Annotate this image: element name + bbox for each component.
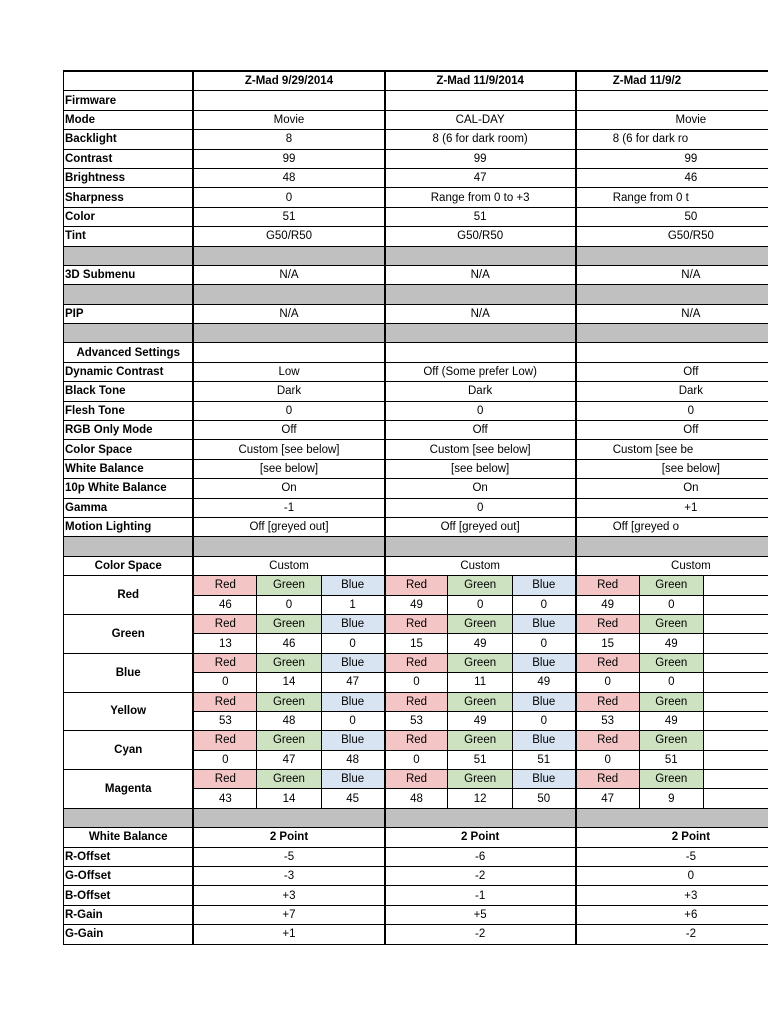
channel-label-blue: Blue [512, 692, 575, 711]
value-col2: Dark [385, 382, 576, 401]
setting-label: Sharpness [64, 188, 194, 207]
channel-label-red: Red [193, 770, 256, 789]
white-balance-row [64, 905, 768, 924]
value-col3: N/A [576, 304, 768, 323]
section-title-row [64, 556, 768, 575]
channel-value-red: 0 [385, 750, 448, 769]
channel-label-blue: Blue [321, 692, 384, 711]
value-col3: Movie [576, 110, 768, 129]
channel-value-green: 49 [639, 711, 703, 730]
channel-label-green: Green [639, 731, 703, 750]
separator-row [64, 537, 768, 556]
value-col1: -5 [193, 847, 384, 866]
separator-col3 [576, 324, 768, 343]
setting-row [64, 362, 768, 381]
value-col3: N/A [576, 265, 768, 284]
separator-col2 [385, 537, 576, 556]
separator-col2 [385, 246, 576, 265]
value-col2: CAL-DAY [385, 110, 576, 129]
setting-label: R-Gain [64, 905, 194, 924]
value-col2: 0 [385, 401, 576, 420]
value-col3: Custom [576, 556, 768, 575]
channel-label-red: Red [193, 692, 256, 711]
value-col2: Custom [385, 556, 576, 575]
channel-label-blue: Blue [321, 576, 384, 595]
value-col3: -2 [576, 925, 768, 944]
setting-label: Motion Lighting [64, 517, 194, 536]
settings-spreadsheet [63, 70, 768, 945]
setting-label: Brightness [64, 168, 194, 187]
column-header-2: Z-Mad 11/9/2014 [385, 71, 576, 91]
setting-label: G-Gain [64, 925, 194, 944]
value-col3 [576, 343, 768, 362]
color-space-label-row [64, 731, 768, 750]
value-col2: N/A [385, 265, 576, 284]
channel-value-blue: 47 [321, 673, 384, 692]
setting-label: PIP [64, 304, 194, 323]
channel-label-red: Red [193, 731, 256, 750]
value-col2: 0 [385, 498, 576, 517]
setting-row [64, 130, 768, 149]
channel-label-green: Green [257, 576, 321, 595]
value-col3: On [576, 479, 768, 498]
setting-label: Gamma [64, 498, 194, 517]
channel-value-green: 9 [639, 789, 703, 808]
channel-value-red: 15 [385, 634, 448, 653]
color-name: Cyan [64, 731, 194, 770]
channel-value-red: 0 [576, 750, 639, 769]
color-name: Blue [64, 653, 194, 692]
color-space-label-row [64, 653, 768, 672]
separator-col1 [193, 324, 384, 343]
section-title: Color Space [64, 556, 194, 575]
channel-label-green: Green [257, 770, 321, 789]
setting-label: RGB Only Mode [64, 421, 194, 440]
value-col3: 2 Point [576, 828, 768, 847]
channel-value-blue: 0 [321, 711, 384, 730]
blank-cell [704, 711, 768, 730]
blank-cell [704, 614, 768, 633]
channel-value-red: 0 [193, 673, 256, 692]
channel-label-green: Green [639, 576, 703, 595]
channel-value-green: 49 [448, 711, 512, 730]
channel-value-red: 13 [193, 634, 256, 653]
channel-value-blue: 0 [321, 634, 384, 653]
value-col3: +6 [576, 905, 768, 924]
channel-value-red: 49 [385, 595, 448, 614]
value-col1: 2 Point [193, 828, 384, 847]
channel-label-blue: Blue [321, 614, 384, 633]
setting-label: Mode [64, 110, 194, 129]
channel-label-green: Green [448, 614, 512, 633]
separator-label [64, 808, 194, 827]
channel-label-red: Red [385, 614, 448, 633]
channel-label-red: Red [576, 653, 639, 672]
blank-cell [704, 770, 768, 789]
value-col1: +7 [193, 905, 384, 924]
separator-row [64, 285, 768, 304]
channel-value-red: 43 [193, 789, 256, 808]
section-title-row [64, 828, 768, 847]
value-col3: -5 [576, 847, 768, 866]
blank-cell [704, 576, 768, 595]
value-col1: Custom [193, 556, 384, 575]
value-col1: Movie [193, 110, 384, 129]
section-title-row [64, 343, 768, 362]
channel-label-green: Green [639, 770, 703, 789]
channel-value-green: 47 [257, 750, 321, 769]
separator-label [64, 285, 194, 304]
channel-value-green: 11 [448, 673, 512, 692]
value-col3 [576, 91, 768, 110]
channel-label-red: Red [193, 653, 256, 672]
blank-cell [704, 750, 768, 769]
blank-cell [704, 692, 768, 711]
channel-label-blue: Blue [512, 576, 575, 595]
value-col2 [385, 91, 576, 110]
value-col1: N/A [193, 304, 384, 323]
setting-label: Backlight [64, 130, 194, 149]
channel-label-green: Green [639, 653, 703, 672]
value-col2: Range from 0 to +3 [385, 188, 576, 207]
value-col3: Dark [576, 382, 768, 401]
value-col3: Off [576, 362, 768, 381]
channel-label-blue: Blue [321, 653, 384, 672]
setting-label: Dynamic Contrast [64, 362, 194, 381]
value-col2: G50/R50 [385, 227, 576, 246]
setting-row [64, 517, 768, 536]
setting-label: Color [64, 207, 194, 226]
channel-value-red: 47 [576, 789, 639, 808]
channel-value-blue: 0 [512, 595, 575, 614]
channel-value-green: 51 [448, 750, 512, 769]
value-col2: -1 [385, 886, 576, 905]
value-col1: -1 [193, 498, 384, 517]
white-balance-row [64, 925, 768, 944]
separator-col1 [193, 808, 384, 827]
section-title: Advanced Settings [64, 343, 194, 362]
value-col2: -2 [385, 867, 576, 886]
setting-label: B-Offset [64, 886, 194, 905]
channel-label-blue: Blue [321, 770, 384, 789]
value-col1: G50/R50 [193, 227, 384, 246]
channel-value-red: 48 [385, 789, 448, 808]
channel-label-red: Red [576, 692, 639, 711]
setting-label: Black Tone [64, 382, 194, 401]
setting-row [64, 498, 768, 517]
channel-value-green: 0 [639, 673, 703, 692]
value-col1: [see below] [193, 459, 384, 478]
channel-value-red: 46 [193, 595, 256, 614]
white-balance-row [64, 867, 768, 886]
channel-value-blue: 50 [512, 789, 575, 808]
channel-label-red: Red [576, 576, 639, 595]
channel-value-red: 53 [576, 711, 639, 730]
channel-value-green: 0 [639, 595, 703, 614]
separator-label [64, 537, 194, 556]
setting-label: G-Offset [64, 867, 194, 886]
value-col3: Range from 0 t [576, 188, 768, 207]
setting-row [64, 110, 768, 129]
blank-cell [704, 595, 768, 614]
value-col3: 99 [576, 149, 768, 168]
channel-label-blue: Blue [512, 614, 575, 633]
channel-label-green: Green [639, 692, 703, 711]
separator-label [64, 246, 194, 265]
channel-value-red: 53 [385, 711, 448, 730]
value-col2: 99 [385, 149, 576, 168]
value-col3: +1 [576, 498, 768, 517]
setting-label: Contrast [64, 149, 194, 168]
setting-label: White Balance [64, 459, 194, 478]
separator-col2 [385, 324, 576, 343]
setting-row [64, 188, 768, 207]
value-col3: Custom [see be [576, 440, 768, 459]
separator-col1 [193, 537, 384, 556]
value-col2: Off [greyed out] [385, 517, 576, 536]
value-col2: Custom [see below] [385, 440, 576, 459]
separator-col1 [193, 246, 384, 265]
header-row [64, 71, 768, 91]
channel-label-green: Green [257, 692, 321, 711]
channel-label-red: Red [576, 614, 639, 633]
value-col2: Off [385, 421, 576, 440]
channel-value-green: 49 [448, 634, 512, 653]
setting-row [64, 382, 768, 401]
setting-label: 3D Submenu [64, 265, 194, 284]
value-col1: N/A [193, 265, 384, 284]
channel-label-red: Red [385, 576, 448, 595]
channel-value-red: 53 [193, 711, 256, 730]
value-col3: Off [greyed o [576, 517, 768, 536]
setting-row [64, 479, 768, 498]
separator-row [64, 324, 768, 343]
channel-value-green: 46 [257, 634, 321, 653]
value-col2: 8 (6 for dark room) [385, 130, 576, 149]
channel-label-green: Green [448, 692, 512, 711]
channel-label-green: Green [448, 576, 512, 595]
channel-value-green: 51 [639, 750, 703, 769]
blank-cell [704, 634, 768, 653]
color-name: Yellow [64, 692, 194, 731]
setting-row [64, 168, 768, 187]
white-balance-row [64, 847, 768, 866]
value-col2: -2 [385, 925, 576, 944]
setting-row [64, 440, 768, 459]
color-space-label-row [64, 770, 768, 789]
setting-label: 10p White Balance [64, 479, 194, 498]
value-col1: Custom [see below] [193, 440, 384, 459]
value-col1: 8 [193, 130, 384, 149]
channel-label-green: Green [639, 614, 703, 633]
value-col2: [see below] [385, 459, 576, 478]
value-col3: 50 [576, 207, 768, 226]
setting-row [64, 265, 768, 284]
channel-value-green: 14 [257, 789, 321, 808]
blank-cell [704, 731, 768, 750]
value-col1: 0 [193, 401, 384, 420]
channel-label-green: Green [448, 653, 512, 672]
channel-value-red: 15 [576, 634, 639, 653]
setting-row [64, 459, 768, 478]
channel-label-red: Red [193, 576, 256, 595]
value-col2 [385, 343, 576, 362]
section-title: White Balance [64, 828, 194, 847]
blank-cell [704, 789, 768, 808]
value-col2: -6 [385, 847, 576, 866]
corner-cell [64, 71, 194, 91]
column-header-3: Z-Mad 11/9/2 [576, 71, 768, 91]
channel-label-green: Green [448, 770, 512, 789]
value-col1: +1 [193, 925, 384, 944]
value-col1: 0 [193, 188, 384, 207]
color-space-label-row [64, 692, 768, 711]
value-col1: Off [193, 421, 384, 440]
separator-col3 [576, 808, 768, 827]
channel-value-blue: 0 [512, 711, 575, 730]
channel-label-red: Red [385, 731, 448, 750]
setting-row [64, 304, 768, 323]
separator-row [64, 808, 768, 827]
channel-value-green: 48 [257, 711, 321, 730]
channel-value-green: 49 [639, 634, 703, 653]
channel-value-red: 0 [385, 673, 448, 692]
separator-label [64, 324, 194, 343]
color-space-label-row [64, 614, 768, 633]
setting-row [64, 421, 768, 440]
settings-table [63, 70, 768, 945]
value-col2: On [385, 479, 576, 498]
channel-value-green: 12 [448, 789, 512, 808]
channel-value-red: 0 [193, 750, 256, 769]
separator-col3 [576, 246, 768, 265]
setting-label: R-Offset [64, 847, 194, 866]
separator-row [64, 246, 768, 265]
value-col3: +3 [576, 886, 768, 905]
color-space-label-row [64, 576, 768, 595]
channel-label-blue: Blue [512, 731, 575, 750]
setting-label: Firmware [64, 91, 194, 110]
setting-label: Color Space [64, 440, 194, 459]
setting-row [64, 91, 768, 110]
value-col2: +5 [385, 905, 576, 924]
value-col2: 51 [385, 207, 576, 226]
channel-value-blue: 45 [321, 789, 384, 808]
separator-col3 [576, 285, 768, 304]
value-col2: 2 Point [385, 828, 576, 847]
column-header-1: Z-Mad 9/29/2014 [193, 71, 384, 91]
value-col3: G50/R50 [576, 227, 768, 246]
channel-label-green: Green [257, 653, 321, 672]
channel-label-red: Red [576, 770, 639, 789]
value-col1: Low [193, 362, 384, 381]
channel-label-blue: Blue [512, 653, 575, 672]
setting-row [64, 149, 768, 168]
separator-col2 [385, 285, 576, 304]
value-col3: [see below] [576, 459, 768, 478]
value-col3: 0 [576, 401, 768, 420]
value-col1: Dark [193, 382, 384, 401]
color-name: Magenta [64, 770, 194, 809]
value-col3: 46 [576, 168, 768, 187]
setting-row [64, 227, 768, 246]
channel-value-blue: 0 [512, 634, 575, 653]
separator-col3 [576, 537, 768, 556]
value-col1 [193, 91, 384, 110]
color-name: Green [64, 614, 194, 653]
setting-label: Flesh Tone [64, 401, 194, 420]
channel-label-green: Green [257, 614, 321, 633]
channel-value-green: 0 [257, 595, 321, 614]
channel-value-blue: 49 [512, 673, 575, 692]
value-col1: +3 [193, 886, 384, 905]
channel-label-red: Red [193, 614, 256, 633]
separator-col1 [193, 285, 384, 304]
channel-value-green: 14 [257, 673, 321, 692]
value-col1: On [193, 479, 384, 498]
blank-cell [704, 653, 768, 672]
channel-label-red: Red [385, 653, 448, 672]
value-col3: 0 [576, 867, 768, 886]
value-col3: 8 (6 for dark ro [576, 130, 768, 149]
value-col1 [193, 343, 384, 362]
value-col1: 48 [193, 168, 384, 187]
blank-cell [704, 673, 768, 692]
channel-label-blue: Blue [321, 731, 384, 750]
channel-label-red: Red [385, 692, 448, 711]
setting-row [64, 401, 768, 420]
channel-label-blue: Blue [512, 770, 575, 789]
color-name: Red [64, 576, 194, 615]
value-col1: 51 [193, 207, 384, 226]
value-col1: Off [greyed out] [193, 517, 384, 536]
channel-label-green: Green [257, 731, 321, 750]
white-balance-row [64, 886, 768, 905]
channel-label-red: Red [576, 731, 639, 750]
value-col1: 99 [193, 149, 384, 168]
channel-value-red: 49 [576, 595, 639, 614]
channel-value-green: 0 [448, 595, 512, 614]
setting-label: Tint [64, 227, 194, 246]
value-col2: N/A [385, 304, 576, 323]
channel-value-red: 0 [576, 673, 639, 692]
value-col1: -3 [193, 867, 384, 886]
channel-value-blue: 48 [321, 750, 384, 769]
value-col3: Off [576, 421, 768, 440]
channel-value-blue: 51 [512, 750, 575, 769]
value-col2: Off (Some prefer Low) [385, 362, 576, 381]
setting-row [64, 207, 768, 226]
channel-label-green: Green [448, 731, 512, 750]
value-col2: 47 [385, 168, 576, 187]
channel-label-red: Red [385, 770, 448, 789]
separator-col2 [385, 808, 576, 827]
channel-value-blue: 1 [321, 595, 384, 614]
